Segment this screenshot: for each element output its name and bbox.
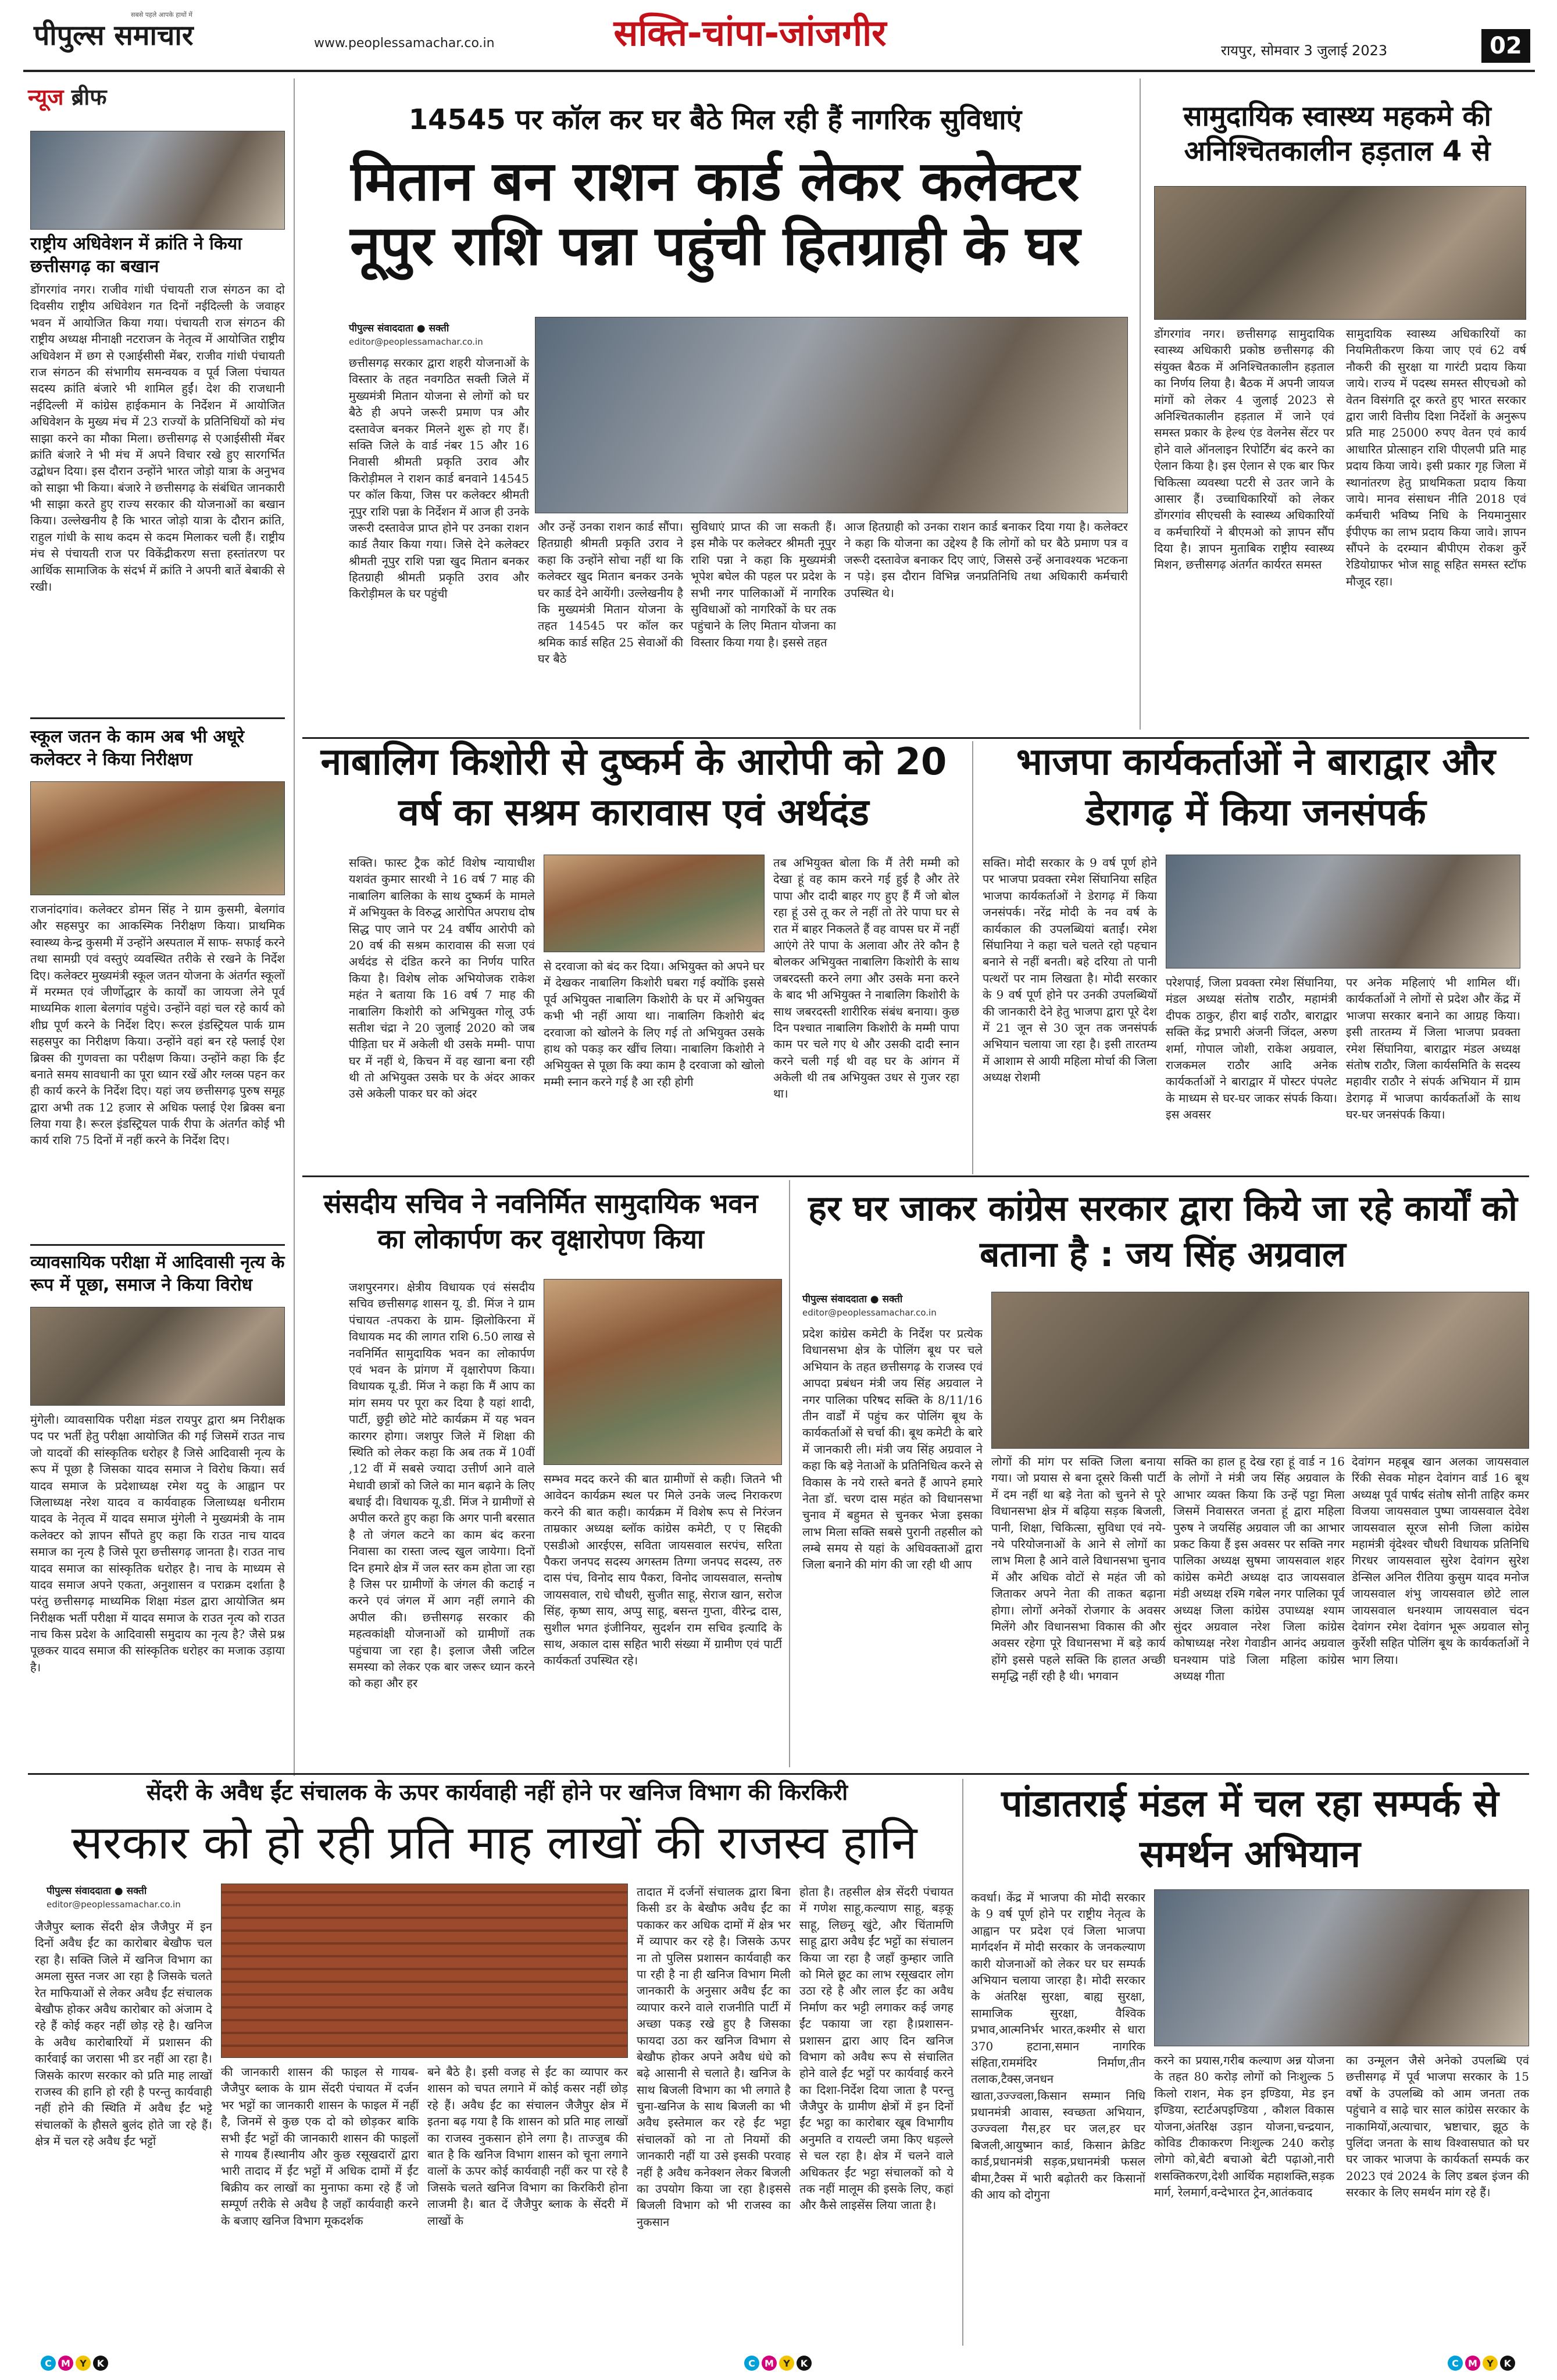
page-number: 02 [1481,29,1530,63]
brick-col3: बने बैठे है। इसी वजह से ईंट का व्यापार कर शासन को चपत लगाने में कोई कसर नहीं छोड़ रहे हैं। अवैध ईंट का संचालन जैजैपुर क्षेत्र में इतना बढ़ गया है कि शासन को प्रति माह लाखों का राजस्व नुकसान होने लगा है। ताज्जुब की बात है कि खनिज विभाग शासन को चूना लगाने वालों के ऊपर कोई कार्यवाही नहीं कर पा रहे है जिसके चलते खनिज विभाग का किरकिरी होना लाजमी है। बात दें जैजैपुर ब्लाक के सेंदरी में लाखों के [427,2065,628,2228]
issue-date: रायपुर, सोमवार 3 जुलाई 2023 [1221,42,1388,59]
congress-byline-text: पीपुल्स संवाददाता ● सक्ती [802,1293,903,1305]
brand-logo [34,10,290,59]
crime-vrule [972,741,973,1174]
congress-col2: लोगों की मांग पर सक्ति जिला बनाया गया। जो प्रयास से बना दूसरे किसी पार्टी में दम नहीं था बड़े नेता को चुनने से पूरे विधानसभा क्षेत्र में बढ़िया सड़क बिजली, पानी, शिक्षा, चिकित्सा, सुविधा एवं नये- नये परियोजनाओं के आने से लोगों का लाभ मिला है आने वाले विधानसभा चुनाव में और अधिक वोटों से महंत जी को जिताकर अपने नेता की ताकत बढ़ाना होगा। लोगों अनेकों रोजगार के अवसर मिलेंगे और विधानसभा विकास की और अवसर रहेगा पूरे विधानसभा में बड़े कार्य होंगे इससे पहले सक्ति कि हालत अच्छी समृद्धि नहीं रही है थी। भगवान [991,1455,1166,1684]
congress-photo [991,1292,1529,1449]
bjp-col2: परेशपाई, जिला प्रवक्ता रमेश सिंघानिया, मंडल अध्यक्ष संतोष राठौर, महामंत्री दीपक ठाकुर, हीरा बाई राठौर, बाराद्वार सक्ति केंद्र प्रभारी अंजनी जिंदल, अरुण शर्मा, गोपाल जोशी, राकेश अग्रवाल, राजकमल राठौर आदि अनेक कार्यकर्ताओं ने बाराद्वार में पोस्टर पंपलेट के माध्यम से घर-घर जाकर संपर्क किया। इस अवसर [1166,975,1337,1122]
lead-col4: आज हितग्राही को उनका राशन कार्ड बनाकर दिया गया है। कलेक्टर ने कहा कि योजना का उद्देश्य है कि लोगों को घर बैठे प्रमाण पत्र व जरूरी दस्तावेज बनाकर दिए जाएं, जिससे उन्हें अनावश्यक भटकना न पड़े। इस दौरान विभिन्न जनप्रतिनिधि तथा अधिकारी कर्मचारी उपस्थित थे। [844,520,1128,600]
sidebar-divider-1 [30,717,285,719]
mla-headline: संसदीय सचिव ने नवनिर्मित सामुदायिक भवन का लोकार्पण कर वृक्षारोपण किया [323,1188,758,1255]
lead-email[interactable]: editor@peoplessamachar.co.in [349,337,483,347]
lead-col2: और उन्हें उनका राशन कार्ड सौंपा। हितग्राही श्रीमती प्रकृति उराव ने कहा कि उन्होंने सोचा नहीं था कि कलेक्टर खुद मितान बनकर उनके घर कार्ड देने आयेंगी। उल्लेखनीय है कि मुख्यमंत्री मितान योजना के तहत 14545 पर कॉल कर श्रमिक कार्ड सहित 25 सेवाओं की घर बैठे [538,520,683,666]
sidebar-divider-2 [30,1244,285,1246]
brick-email[interactable]: editor@peoplessamachar.co.in [47,1899,181,1910]
mla-col2: सम्भव मदद करने की बात ग्रामीणों से कही। जितने भी आवेदन कार्यक्रम स्थल पर मिले उनके जल्द निराकरण करने की बात कही। कार्यक्रम में विशेष रूप से निरंजन ताम्रकार अध्यक्ष ब्लॉक कांग्रेस कमेटी, ए ए सिद्दकी एसडीओ आरईएस, सविता जायसवाल सरपंच, सरिता पैकरा जनपद सदस्य अगस्तम तिग्गा जनपद सदस्य, तरु दास पंच, विनोद साय पैकरा, विनोद जायसवाल, सन्तोष जायसवाल, राधे चौधरी, सुजीत साहू, सेराज खान, सरोज सिंह, कृष्ण साय, अप्पु साहू, बसन्त गुप्ता, वीरेन्द्र दास, सुशील भगत इंजीनियर, सुदर्शन राम सचिव इत्यादि के साथ, अकाल दास सहित भारी संख्या में ग्रामीण एवं पार्टी कार्यकर्ता उपस्थित रहे। [544,1472,782,1668]
brief-label: ब्रीफ [71,84,107,110]
congress-email[interactable]: editor@peoplessamachar.co.in [802,1307,937,1318]
cmyk-k-icon: K [1500,2356,1515,2371]
brick-byline [47,1884,221,1910]
site-url[interactable]: www.peoplessamachar.co.in [314,36,495,51]
news-label: न्यूज [28,84,64,110]
brief2-text: राजनांदगांव। कलेक्टर डोमन सिंह ने ग्राम कुसमी, बेलगांव और सहसपुर का आकस्मिक निरीक्षण किया। प्राथमिक स्वास्थ्य केन्द्र कुसमी में उन्होंने अस्पताल में साफ- सफाई करने तथा सामग्री एवं वस्तुएं व्यवस्थित तरीके से रखने के निर्देश दिए। कलेक्टर मुख्यमंत्री स्कूल जतन योजना के अंतर्गत स्कूलों में मरम्मत एवं जीर्णोद्धार के कार्यों का जायजा लेने पूर्व माध्यमिक शाला बेलगांव पहुंचे। उन्होंने वहां चल रहे कार्य को शीघ्र पूर्ण करने के निर्देश दिए। रूरल इंडस्ट्रियल पार्क ग्राम सहसपुर का निरीक्षण किया। उन्होंने वहां बन रहे फ्लाई ऐश ब्रिक्स की गुणवत्ता का परीक्षण किया। उन्होंने कहा कि ईंट बनाते समय सावधानी का पूरा ध्यान रखें और ग्लव्स पहन कर ही कार्य करने के निर्देश दिए। यहां जय छत्तीसगढ़ पुरुष समूह द्वारा अभी तक 12 हजार से अधिक फ्लाई ऐश ब्रिक्स बना लिया गया है। रूरल इंडस्ट्रियल पार्क रीपा के अंतर्गत कोई भी कार्य राशि 75 दिनों में नहीं करने के निर्देश दिए। [30,902,285,1148]
brick-headline: सरकार को हो रही प्रति माह लाखों की राजस्व हानि [71,1816,917,1870]
crime-col1: सक्ति। फास्ट ट्रैक कोर्ट विशेष न्यायाधीश यशवंत कुमार सारथी ने 16 वर्ष 7 माह की नाबालिग बालिका के साथ दुष्कर्म के मामले में अभियुक्त के विरुद्ध आरोपित अपराध दोष सिद्ध पाए जाने पर 24 वर्षीय आरोपी को 20 वर्ष की सश्रम कारावास की सजा एवं अर्थदंड से दंडित करने का निर्णय पारित किया है। विशेष लोक अभियोजक राकेश महंत ने बताया कि 16 वर्ष 7 माह की नाबालिग किशोरी को अभियुक्त गोलू उर्फ सतीश चंद्रा ने 20 जुलाई 2020 को जब पीड़िता घर में अकेली थी उसके मम्मी- पापा घर में नहीं थे, किचन में वह खाना बना रही थी तो अभियुक्त उसके घर के अंदर आकर उसे अकेली पाकर घर को अंदर [349,856,535,1101]
bjp-col3: पर अनेक महिलाएं भी शामिल थीं। कार्यकर्ताओं ने लोगों से प्रदेश और केंद्र में भाजपा सरकार बनाने का आग्रह किया। इसी तारतम्य में जिला भाजपा प्रवक्ता रमेश सिंघानिया, बाराद्वार मंडल अध्यक्ष संतोष राठौर, जिला कार्यसमिति के सदस्य महावीर राठौर ने संपर्क अभियान में ग्राम डेरागढ़ में भाजपा कार्यकर्ताओं के साथ घर-घर जनसंपर्क किया। [1346,975,1520,1122]
lead-vrule [1140,78,1141,730]
cmyk-k-icon: K [797,2356,812,2371]
brand-tagline: सबसे पहले आपके हाथों में [131,11,192,19]
brand-name: पीपुल्स समाचार [34,19,194,52]
bjp-photo [1166,855,1520,969]
section-title: सक्ति-चांपा-जांजगीर [613,12,887,54]
brief1-text: डोंगरगांव नगर। राजीव गांधी पंचायती राज संगठन का दो दिवसीय राष्ट्रीय अधिवेशन गत दिनों नईदिल्ली के जवाहर भवन में आयोजित किया गया। पंचायती राज संगठन की राष्ट्रीय अध्यक्ष मीनाक्षी नटराजन के नेतृत्व में आयोजित राष्ट्रीय अधिवेशन में छग से एआईसीसी मेंबर, राजीव गांधी पंचायती राज संगठन की संभागीय समन्वयक व पूर्व जिला पंचायत सदस्य क्रांति बंजारे भी शामिल हुईं। देश की राजधानी नईदिल्ली में कांग्रेस हाईकमान के निर्देशन में आयोजित अधिवेशन के मुख्य मंच में 23 राज्यों के प्रतिनिधियों को मंच साझा करने का मौका मिला। छत्तीसगढ़ से एआईसीसी मेंबर क्रांति बंजारे ने भी मंच में अपने विचार रखे हुए सारगर्भित उद्बोधन दिया। इस दौरान उन्होंने भारत जोड़ो यात्रा के अनुभव को साझा भी किया। बंजारे ने छत्तीसगढ़ के संबंधित जानकारी भी साझा करते हुए राज्य सरकार की योजनाओं का बखान किया। उल्लेखनीय है कि भारत जोड़ो यात्रा के दौरान क्रांति, राहुल गांधी के साथ कदम से कदम मिलाकर चली हैं। राष्ट्रीय मंच से पंचायती राज पर विकेंद्रीकरण सत्ता हस्तांतरण पर आर्थिक सामाजिक के संदर्भ में क्रांति ने अपनी बातें बेबाकी से रखी। [30,283,285,594]
mla-col1: जशपुरनगर। क्षेत्रीय विधायक एवं संसदीय सचिव छत्तीसगढ़ शासन यू. डी. मिंज ने ग्राम पंचायत -तपकरा के ग्राम- झिलोकिरना में विधायक मद की लागत राशि 6.50 लाख से नवनिर्मित सामुदायिक भवन का लोकार्पण एवं भवन के प्रांगण में वृक्षारोपण किया। विधायक यू.डी. मिंज ने कहा कि मैं आप का मांग समय पर पूरा कर दिया है यहां शादी, पार्टी, छुट्टी छोटे मोटे कार्यक्रम में यह भवन कारगर होगा। जशपुर जिले में शिक्षा की स्थिति को लेकर कहा कि अब तक में 10वीं ,12 वीं में सबसे ज्यादा उत्तीर्ण आने वाले मेधावी छात्रों को जिले का मान बढ़ाने के लिए बधाई दी। विधायक यू.डी. मिंज ने ग्रामीणों से अपील करते हुए कहा कि अगर पानी बरसात है तो जंगल कटने का काम बंद करना निवासा का रास्ता जल्द खुल जायेगा। दिनों दिन हमारे क्षेत्र में जल स्तर कम होता जा रहा है जिस पर ग्रामीणों के जंगल की कटाई न करने एवं जंगल में आग नहीं लगाने की अपील की। छत्तीसगढ़ सरकार की महत्वकांक्षी योजनाओं को ग्रामीणों तक पहुंचाया जा रहा है। इलाज जैसी जटिल समस्या को लेकर एक बार जरूर ध्यान करने को कहा और हर [349,1280,535,1691]
brief1-title: राष्ट्रीय अधिवेशन में क्रांति ने किया छत्तीसगढ़ का बखान [30,234,242,277]
brick-vrule [962,1779,963,2346]
brick-photo [221,1884,628,2058]
cmyk-marks-bottom-center [744,2356,812,2371]
lead-kicker: 14545 पर कॉल कर घर बैठे मिल रही हैं नागरिक सुविधाएं [408,103,1022,136]
sidebar-vrule [294,78,295,1776]
brick-col1: जैजैपुर ब्लाक सेंदरी क्षेत्र जैजैपुर में इन दिनों अवैध ईंट का कारोबार बेखौफ चल रहा है। सक्ति जिले में खनिज विभाग का अमला सुस्त नजर आ रहा है जिसके चलते रेत माफियाओं से लेकर अवैध ईंट संचालक बेखौफ होकर अवैध कारोबार को अंजाम दे रहे हैं कोई कहर नहीं छोड़ रहे है। खनिज के अवैध कारोबारियों में प्रशासन की कार्रवाई का जरासा भी डर नहीं आ रहा है। जिसके कारण सरकार को प्रति माह लाखों राजस्व की हानि हो रही है परन्तु कार्यवाही नहीं होने की स्थिति में अवैध ईंट भट्टे संचालकों के हौसले बुलंद होते जा रहे हैं। क्षेत्र में चल रहे अवैध ईंट भट्टों [35,1920,212,2149]
bjp-col1: सक्ति। मोदी सरकार के 9 वर्ष पूर्ण होने पर भाजपा प्रवक्ता रमेश सिंघानिया सहित भाजपा कार्यकर्ताओं ने डेरागढ़ में किया जनसंपर्क। नरेंद्र मोदी के नव वर्ष के कार्यकाल की उपलब्धियां बताईं। रमेश सिंघानिया ने कहा चले चलते रहो पहचान बनाने से नहीं बनती। बहे दरिया तो पानी पत्थरों पर नाम लिखता है। मोदी सरकार के 9 वर्ष पूर्ण होने पर उनकी उपलब्धियों की जानकारी देने हेतु भाजपा द्वारा पूरे देश में 21 जून से 30 जून तक जनसंपर्क अभियान चलाया जा रहा है। इसी तारतम्य में आशाम से आयी महिला मोर्चा की जिला अध्यक्ष रोशमी [983,856,1157,1085]
congress-byline [802,1292,983,1318]
brief3-text: मुंगेली। व्यावसायिक परीक्षा मंडल रायपुर द्वारा श्रम निरीक्षक पद पर भर्ती हेतु परीक्षा आयोजित की गई जिसमें राउत नाच जो यादवों की सांस्कृतिक धरोहर है जिसे आदिवासी नृत्य के रूप में पूछा है जिसका यादव समाज ने विरोध किया। सर्व यादव समाज के प्रदेशाध्यक्ष रमेश यदु के आह्वान पर जिलाध्यक्ष नरेश यादव व कार्यवाहक जिलाध्यक्ष धनीराम यादव के नेतृत्व में यादव समाज मुंगेली ने मुख्यमंत्री के नाम कलेक्टर को ज्ञापन सौंपते हुए कहा कि राउत नाच यादव समाज का नृत्य है जिसे पूरा छत्तीसगढ़ जानता है। राउत नाच यादव समाज का सांस्कृतिक धरोहर है। नाच के माध्यम से यादव समाज अपने एकता, अनुशासन व पराक्रम दर्शाता है परंतु छत्तीसगढ़ माध्यमिक शिक्षा मंडल द्वारा आयोजित श्रम निरीक्षक भर्ती परीक्षा में यादव समाज के राउत नृत्य को राउत नाच किस प्रदेश के आदिवासी समुदाय का नृत्य है? जैसे प्रश्न पूछकर यादव समाज की सांस्कृतिक धरोहर का मजाक उड़ाया है। [30,1413,285,1674]
cmyk-marks-bottom-right [1448,2356,1515,2371]
pandatarai-col2: करने का प्रयास,गरीब कल्याण अन्न योजना के तहत 80 करोड़ लोगों को निःशुल्क 5 किलो राशन, मेक इन इण्डिया, मेड इन इण्डिया, स्टार्टअपइण्डिया , कौशल विकास योजना,अंतरिक्ष उड़ान योजना,चन्द्रयान, कोविड टीकाकरण निःशुल्क 240 करोड़ लोगो को,बेटी बचाओ बेटी पढ़ाओ,नारी शसक्तिकरण,देशी आर्थिक महाशक्ति,सड़क मार्ग, रेलमार्ग,वन्देभारत ट्रेन,आतंकवाद [1154,2053,1334,2200]
cmyk-m-icon: M [1465,2356,1480,2371]
brief2-title: स्कूल जतन के काम अब भी अधूरे कलेक्टर ने किया निरीक्षण [30,727,245,770]
brick-col5: होता है। तहसील क्षेत्र सेंदरी पंचायत में गणेश साहू,कल्याण साहू, बड़कू साहू, लिछ्नू खुंटे, और चिंतामणि साहू द्वारा अवैध ईंट भट्टों का संचालन किया जा रहा है जहाँ कुम्हार जाति को मिले छूट का लाभ रसूखदार लोग उठा रहे है और लाल ईंट का अवैध निर्माण कर भट्टी लगाकर कई जगह ईंट पकाया जा रहा है।प्रशासन-प्रशासन द्वारा आए दिन खनिज विभाग को अवैध रूप से संचालित होने वाले ईंट भट्टों पर कार्यवाई करने का दिशा-निर्देश दिया जाता है परन्तु जैजैपुर के ग्रामीण क्षेत्रों में इन दिनों ईंट भट्ठा का कारोबार खूब विभागीय अनुमति व रायल्टी जमा किए धड़ल्ले से चल रहा है। क्षेत्र में चलने वाले अधिकतर ईंट भट्टा संचालकों को ये तक नहीं मालूम की इसके लिए, कहां और कैसे लाइसेंस लिया जाता है। [799,1885,954,2213]
cmyk-c-icon: C [41,2356,56,2371]
lead-col1: छत्तीसगढ़ सरकार द्वारा शहरी योजनाओं के विस्तार के तहत नवगठित सक्ती जिले में मुख्यमंत्री मितान योजना से लोगों को घर बैठे ही अपने जरूरी प्रमाण पत्र और दस्तावेज बनकर मिलने शुरू हो गए हैं। सक्ति जिले के वार्ड नंबर 15 और 16 निवासी श्रीमती प्रकृति उराव और किरोड़ीमल ने राशन कार्ड बनवाने 14545 पर कॉल किया, जिस पर कलेक्टर श्रीमती नूपुर राशि पन्ना के निर्देशन में आज ही उनके जरूरी दस्तावेज प्राप्त होने पर उनका राशन कार्ड तैयार किया गया। जिसे देने कलेक्टर श्रीमती नूपुर राशि पन्ना खुद मितान बनकर हितग्राही श्रीमती प्रकृति उराव और किरोड़ीमल के घर पहुंची [349,356,529,601]
congress-col4: देवांगन महबूब खान अलका जायसवाल रिंकी सेवक मोहन देवांगन वार्ड 16 बूथ अध्यक्ष पूर्व पार्षद संतोष सोनी ताहिर कमर विजया जायसवाल पुष्पा जायसवाल देवेश जायसवाल सूरज सोनी जिला कांग्रेस महामंत्री वृंदेश्वर चौधरी विधायक प्रतिनिधि गिरधर जायसवाल सुरेश देवांगन सुरेश डेन्सिल अनिल रीतिया कुसुम यादव मनोज जायसवाल शंभु जायसवाल छोटे लाल जायसवाल धनश्याम जायसवाल चंदन देवांगन रमेश देवांगन भूरू अग्रवाल सोनू कुर्रेशी सहित पोलिंग बूथ के कार्यकर्ताओं ने भाग लिया। [1352,1455,1529,1667]
health-photo [1154,186,1526,320]
pandatarai-col1: कवर्धा। केंद्र में भाजपा की मोदी सरकार के 9 वर्ष पूर्ण होने पर राष्ट्रीय नेतृत्व के आह्वान पर प्रदेश एवं जिला भाजपा मार्गदर्शन में मोदी सरकार के जनकल्याण कारी योजनाओं को लेकर घर घर सम्पर्क अभियान चलाया जारहा है। मोदी सरकार के अंतरिक्ष सुरक्षा, बाह्य सुरक्षा, सामाजिक सुरक्षा, वैश्विक प्रभाव,आत्मनिर्भर भारत,कश्मीर से धारा 370 हटाना,समान नागरिक संहिता,राममंदिर निर्माण,तीन तलाक,टैक्स,जनधन खाता,उज्ज्वला,किसान सम्मान निधि प्रधानमंत्री आवास, स्वच्छता अभियान, उज्ज्वला गैस,हर घर जल,हर घर बिजली,आयुष्मान कार्ड, किसान क्रेडिट कार्ड,प्रधानमंत्री सड़क,प्रधानमंत्री फसल बीमा,टैक्स में भारी बढ़ोतरी कर किसानों की आय को दोगुना [971,1891,1145,2202]
lead-photo [535,317,1128,513]
masthead [0,0,1557,70]
mla-vrule [789,1180,790,1767]
crime-col3: तब अभियुक्त बोला कि मैं तेरी मम्मी को देखा हूं वह काम करने गई हुई है और तेरे पापा और दादी बाहर गए हुए हैं मैं जो बोल रहा हूं उसे तू कर ले नहीं तो तेरे पापा घर से रात में बाहर निकलते हैं वह वापस घर में नहीं आएंगे तेरे पापा के अलावा और तेरे कौन है बोलकर अभियुक्त नाबालिग किशोरी के साथ जबरदस्ती करने लगा और उसके मना करने के बाद भी अभियुक्त ने नाबालिग किशोरी के साथ जबरदस्ती शारीरिक संबंध बनाया। कुछ दिन पश्चात नाबालिग किशोरी के मम्मी पापा काम पर चले गए थे और उसकी दादी स्नान करने चली गई थी वह घर के आंगन में अकेली थी तब अभियुक्त उधर से गुजर रहा था। [773,856,959,1101]
health-col2: सामुदायिक स्वास्थ्य अधिकारियों का नियमितीकरण किया जाए एवं 62 वर्ष नौकरी की सुरक्षा या गारंटी प्रदाय किया जाये। राज्य में पदस्थ समस्त सीएचओ को वेतन विसंगति दूर करते हुए भारत सरकार द्वारा जारी वित्तीय दिशा निर्देशों के अनुरूप प्रति माह 25000 रुपए वेतन एवं कार्य आधारित प्रोत्साहन राशि पीएलपी प्रति माह प्रदाय किया जाये। इसी प्रकार गृह जिला में स्थानांतरण हेतु प्राथमिकता प्रदाय किया जाये। मानव संसाधन नीति 2018 एवं कर्मचारी भविष्य निधि के नियमानुसार ईपीएफ का लाभ प्रदाय किया जावे। ज्ञापन सौंपने के दरम्यान बीपीएम रोकश कुर्रे रेडियोग्राफर भोज साहू सहित समस्त स्टॉफ मौजूद रहा। [1346,327,1526,588]
bjp-headline: भाजपा कार्यकर्ताओं ने बाराद्वार और डेरागढ़ में किया जनसंपर्क [1016,741,1496,835]
brick-kicker: सेंदरी के अवैध ईंट संचालक के ऊपर कार्यवाही नहीं होने पर खनिज विभाग की किरकिरी [146,1779,848,1805]
lead-headline: मितान बन राशन कार्ड लेकर कलेक्टर नूपुर राशि पन्ना पहुंची हितग्राही के घर [350,150,1080,278]
row2-rule [302,1175,1529,1177]
pandatarai-col3: का उन्मूलन जैसे अनेको उपलब्धि एवं छत्तीसगढ़ में पूर्व भाजपा सरकार के 15 वर्षो के उपलब्धि को आम जनता तक पहुंचाने व साढ़े चार साल कांग्रेस सरकार के नाकामियों,अत्याचार, भ्रष्टाचार, झूठ के पुलिंदा जनता के साथ विश्वासघात को घर घर जाकर भाजपा के कार्यकर्ता सम्पर्क कर 2023 एवं 2024 के लिए डबल इंजन की सरकार के लिए समर्थन मांग रहे हैं। [1346,2053,1529,2200]
crime-col2: से दरवाजा को बंद कर दिया। अभियुक्त को अपने घर में देखकर नाबालिग किशोरी घबरा गई क्योंकि इससे पूर्व अभियुक्त नाबालिग किशोरी के घर में अभियुक्त कभी भी नहीं आया था। नाबालिग किशोरी बंद दरवाजा को खोलने के लिए गई तो अभियुक्त उसके हाथ को पकड़ कर खींच लिया। नाबालिग किशोरी ने अभियुक्त से पूछा कि क्या काम है दरवाजा को खोलो मम्मी स्नान करने गई है आ रही होगी [544,959,765,1089]
lead-byline-text: पीपुल्स संवाददाता ● सक्ती [349,323,449,334]
brief3-photo [30,1307,285,1406]
cmyk-m-icon: M [762,2356,777,2371]
cmyk-c-icon: C [744,2356,759,2371]
row3-rule [28,1773,1529,1775]
cmyk-y-icon: Y [779,2356,794,2371]
brief2-photo [30,781,285,895]
news-brief-label [28,81,107,112]
lead-byline [349,321,541,347]
brief3-title: व्यावसायिक परीक्षा में आदिवासी नृत्य के रूप में पूछा, समाज ने किया विरोध [30,1252,285,1295]
brick-col4: तादात में दर्जनों संचालक द्वारा बिना किसी डर के बेखौफ अवैध ईंट का पकाकर कर अधिक दामों में क्षेत्र भर में व्यापार कर रहे है। जिसके ऊपर ना तो पुलिस प्रशासन कार्यवाही कर पा रही है ना ही खनिज विभाग मिली जानकारी के अनुसार अवैध ईंट का व्यापार करने वाले राजनीति पार्टी में अच्छा पकड़ रखे हुए है जिसका फायदा उठा कर खनिज विभाग से बेखौफ होकर अपने अवैध धंधे को बढ़े आसानी से चलाते है। खनिज के साथ बिजली विभाग का भी लगाते है चुना-खनिज के साथ बिजली का भी अवैध इस्तेमाल कर रहे ईंट भट्टा संचालकों को ना तो नियमों की जानकारी नहीं या उसे इसकी परवाह नहीं है अवैध कनेक्शन लेकर बिजली का उपयोग किया जा रहा है।इससे बिजली विभाग को भी राजस्व का नुकसान [637,1885,791,2229]
mla-photo [544,1279,782,1465]
pandatarai-photo [1154,1889,1529,2046]
crime-headline: नाबालिग किशोरी से दुष्कर्म के आरोपी को 20 वर्ष का सश्रम कारावास एवं अर्थदंड [320,741,947,835]
cmyk-y-icon: Y [76,2356,91,2371]
congress-headline: हर घर जाकर कांग्रेस सरकार द्वारा किये जा रहे कार्यों को बताना है : जय सिंह अग्रवाल [808,1188,1517,1275]
cmyk-c-icon: C [1448,2356,1463,2371]
cmyk-k-icon: K [93,2356,108,2371]
health-col1: डोंगरगांव नगर। छत्तीसगढ़ सामुदायिक स्वास्थ्य अधिकारी प्रकोष्ठ छत्तीसगढ़ की संयुक्त बैठक में अनिश्चितकालीन हड़ताल का निर्णय लिया है। बैठक में अपनी जायज मांगों को लेकर 4 जुलाई 2023 से अनिश्चितकालीन हड़ताल में जाने एवं समस्त प्रकार के हेल्थ एंड वेलनेस सेंटर पर होने वाले ऑनलाइन रिपोर्टिंग बंद करने का ऐलान किया है। इस ऐलान से एक बार फिर चिकित्सा व्यवस्था पटरी से उतर जाने के आसार हैं। उच्चाधिकारियों को लेकर डोंगरगांव सीएचसी के स्वास्थ्य अधिकारियों व कर्मचारियों ने बीएमओ को ज्ञापन सौंप दिया है। ज्ञापन मुताबिक राष्ट्रीय स्वास्थ्य मिशन, छत्तीसगढ़ अंतर्गत कार्यरत समस्त [1154,327,1334,572]
cmyk-m-icon: M [58,2356,73,2371]
pandatarai-headline: पांडातराई मंडल में चल रहा सम्पर्क से समर्थन अभियान [1001,1782,1499,1877]
congress-col3: सक्ति का हाल हू देख रहा हूं वार्ड न 16 के लोगों ने मंत्री जय सिंह अग्रवाल के आभार व्यक्त किया कि उन्हें पट्टा मिला जिसमें निवासरत जनता हूं द्वारा महिला पुरुष ने जयसिंह अग्रवाल जी का आभार प्रकट किया हैं इस अवसर पर सक्ति नगर पालिका अध्यक्ष सुषमा जायसवाल शहर कांग्रेस कमेटी अध्यक्ष दाउ जायसवाल मंडी अध्यक्ष रश्मि गबेल नगर पालिका पूर्व अध्यक्ष जिला कांग्रेस उपाध्यक्ष श्याम सुंदर अग्रवाल नरेश जिला कांग्रेस कोषाध्यक्ष नरेश गेवाडीन आनंद अग्रवाल घनश्याम पांडे जिला महिला कांग्रेस अध्यक्ष गीता [1173,1455,1345,1684]
brick-col2: की जानकारी शासन की फाइल से गायब-जैजैपुर ब्लाक के ग्राम सेंदरी पंचायत में दर्जन भर भट्टों का जानकारी शासन के फाइल में नहीं है, जिनमें से कुछ एक दो को छोड़कर बाकि सभी ईंट भट्टों की जानकारी शासन की फाइलों से गायब हैं।स्थानीय और कुछ रसूखदारों द्वारा भारी तादाद में ईंट भट्टों में अधिक दामों में ईंट बिक्रीय कर लाखों का मुनाफा कमा रहे हैं जो सम्पूर्ण तरीके से अवैध है जहाँ कार्यवाही करने के बजाए खनिज विभाग मूकदर्शक [221,2065,419,2228]
congress-col1: प्रदेश कांग्रेस कमेटी के निर्देश पर प्रत्येक विधानसभा क्षेत्र के पोलिंग बूथ पर चले अभियान के तहत छत्तीसगढ़ के राजस्व एवं आपदा प्रबंधन मंत्री जय सिंह अग्रवाल ने नगर पालिका परिषद सक्ति के 8/11/16 तीन वार्डों में पहुंच कर पोलिंग बूथ के कार्यकर्ताओं से चर्चा की। बूथ कमेटी के बारे में जानकारी ली। मंत्री जय सिंह अग्रवाल ने कहा कि बड़े नेताओं के प्रतिनिधित्व करने से विकास के नये रास्ते बनते हैं आपने हमारे नेता डॉ. चरण दास महंत को विधानसभा चुनाव में बहुमत से चुनकर भेजा इसका लाभ मिला सक्ति सबसे पुरानी तहसील को लम्बे समय से यहां के अधिवक्ताओं द्वारा जिला बनाने की मांग की जा रही थी आप [802,1327,983,1572]
lead-col3: सुविधाएं प्राप्त की जा सकती हैं। इस मौके पर कलेक्टर श्रीमती नूपुर राशि पन्ना ने कहा कि मुख्यमंत्री भूपेश बघेल की पहल पर प्रदेश के सभी नगर पालिकाओं में नागरिक सुविधाओं को नागरिकों के घर तक पहुंचाने के लिए मितान योजना का विस्तार किया गया है। इससे तहत [691,520,836,649]
brick-byline-text: पीपुल्स संवाददाता ● सक्ती [47,1885,147,1897]
crime-photo [544,855,765,952]
cmyk-marks-bottom-left [41,2356,108,2371]
brief1-photo [30,131,285,230]
health-headline: सामुदायिक स्वास्थ्य महकमे की अनिश्चितकालीन हड़ताल 4 से [1183,100,1491,167]
masthead-rule [23,70,1535,72]
cmyk-y-icon: Y [1483,2356,1498,2371]
